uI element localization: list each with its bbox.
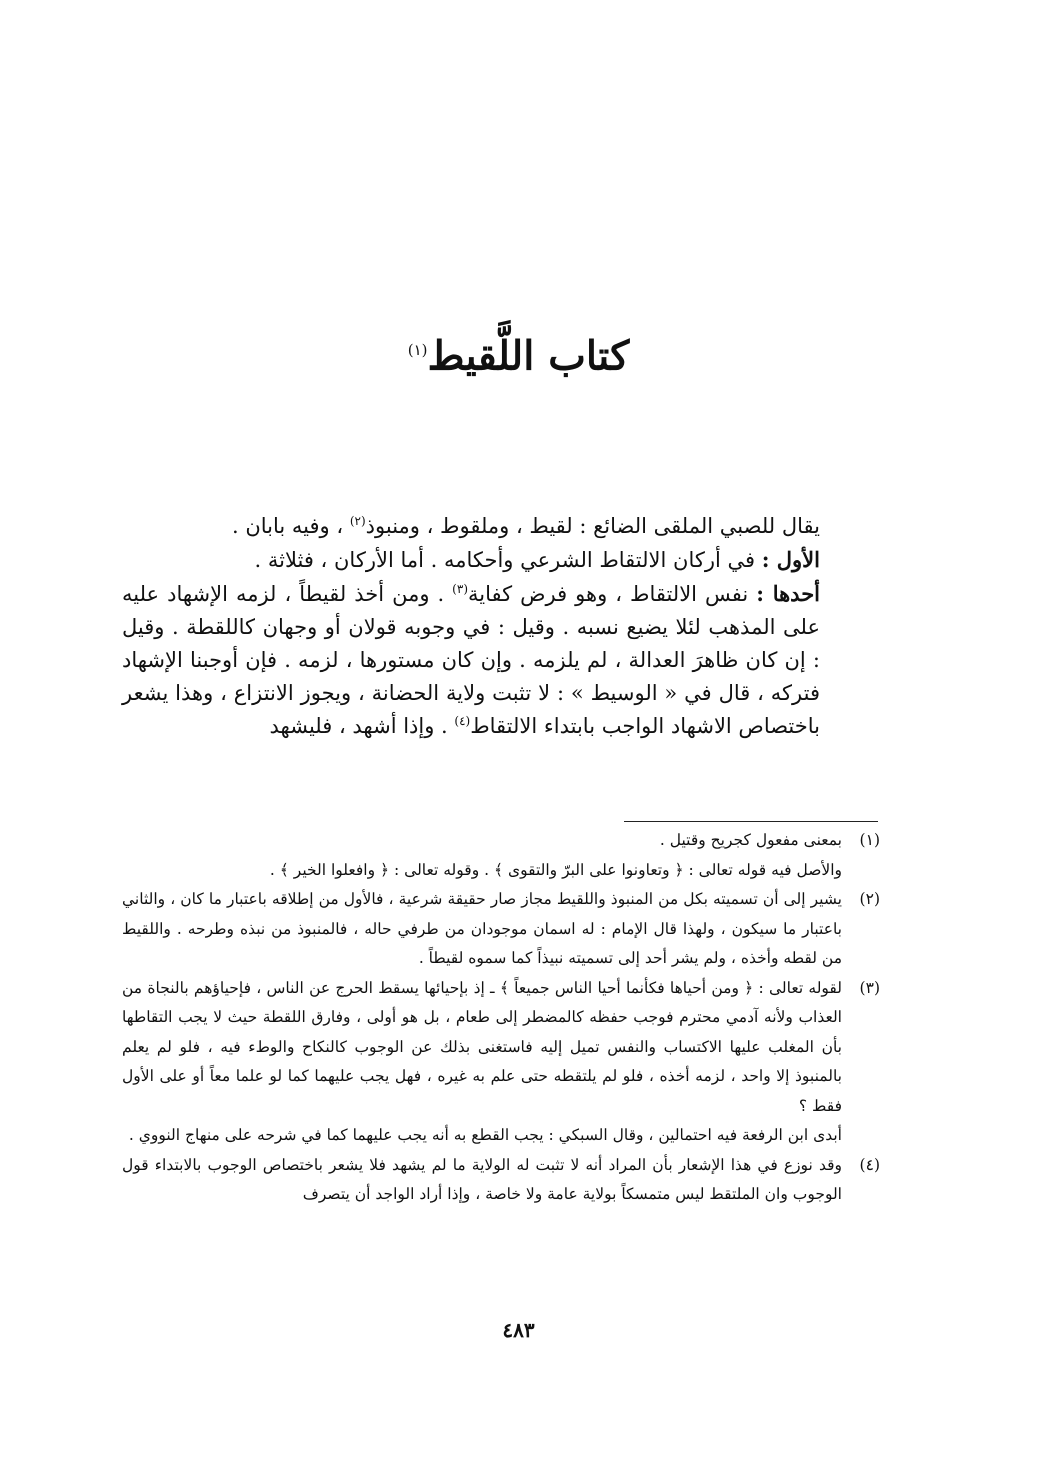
paragraph-first-chapter: [122, 543, 880, 577]
chapter-title: [0, 322, 1037, 384]
footnote-ref-3: (٣): [452, 582, 468, 596]
footnote: [122, 885, 880, 974]
footnote-paragraph: يشير إلى أن تسميته بكل من المنبوذ واللقيط مجاز صار حقيقة شرعية ، فالأول من إطلاقه باعتبار ما كان ، والثاني باعتبار ما سيكون ، ولهذا قال الإمام : له اسمان موجودان من طرفي حاله ، فالمنبوذ من نبذه وطرحه . واللقيط من لقطه وأخذه ، ولم يشر أحد إلى تسميته نبيذاً كما سموه لقيطاً .: [122, 890, 842, 967]
footnote-body: [122, 1151, 842, 1210]
paragraph-intro: [122, 510, 880, 543]
footnote-body: [122, 974, 842, 1151]
footnote-separator: [624, 821, 878, 822]
footnote: [122, 974, 880, 1151]
footnote-paragraph: لقوله تعالى : ﴿ ومن أحياها فكأنما أحيا الناس جميعاً ﴾ ـ إذ بإحيائها يسقط الحرج عن الناس ، فإحياؤهم بالنجاة من العذاب ولأنه آدمي محترم فوجب حفظه كالمضطر إلى طعام ، بل هو أولى ، وفارق اللقطة حيث لا يجب التقاطها بأن المغلب عليها الاكتساب والنفس تميل إليه فاستغنى بذلك عن الوجوب كالنكاح والوطء فيه ، فلو لم يعلم بالمنبوذ إلا واحد ، لزمه أخذه ، فلو لم يلتقطه حتى علم به غيره ، فهل يجب عليهما كما لو علما معاً أو على الأول فقط ؟: [122, 978, 842, 1115]
first-pillar-text-3: . وإذا أشهد ، فليشهد: [269, 714, 455, 738]
first-pillar-text-2: . ومن أخذ لقيطاً ، لزمه الإشهاد عليه على المذهب لئلا يضيع نسبه . وقيل : في وجوبه قولان أو وجهان كاللقطة . وقيل : إن كان ظاهرَ العدالة ، لم يلزمه . وإن كان مستورها ، لزمه . فإن أوجبنا الإشهاد فتركه ، قال في « الوسيط » : لا تثبت ولاية الحضانة ، ويجوز الانتزاع ، وهذا يشعر باختصاص الاشهاد الواجب بابتداء الالتقاط: [122, 582, 820, 738]
footnote-paragraph: أبدى ابن الرفعة فيه احتمالين ، وقال السبكي : يجب القطع به أنه يجب عليهما كما في شرحه على منهاج النووي .: [128, 1126, 842, 1144]
main-text: [122, 510, 880, 743]
footnotes: [122, 826, 880, 1210]
footnote-ref-4: (٤): [454, 714, 471, 728]
footnote-ref-2: (٢): [349, 514, 366, 528]
first-pillar-lead: أحدها :: [756, 581, 821, 606]
footnote-number: (٣): [859, 978, 880, 997]
footnote-body: [122, 826, 842, 885]
chapter-title-text: كتاب اللَّقيط: [427, 332, 630, 380]
footnote: [122, 1151, 880, 1210]
page-number: ٤٨٣: [502, 1318, 535, 1342]
footnote-paragraph: بمعنى مفعول كجريح وقتيل .: [659, 831, 842, 849]
footnote-paragraph: والأصل فيه قوله تعالى : ﴿ وتعاونوا على البرّ والتقوى ﴾ . وقوله تعالى : ﴿ وافعلوا الخير ﴾ .: [269, 860, 842, 879]
paragraph-intro-tail: ، وفيه بابان .: [231, 514, 350, 538]
footnote: [122, 826, 880, 885]
first-chapter-lead: الأول :: [761, 547, 820, 572]
footnote-number: (٤): [859, 1155, 880, 1174]
paragraph-intro-text: يقال للصبي الملقى الضائع : لقيط ، وملقوط ، ومنبوذ: [365, 514, 820, 538]
footnote-number: (٢): [859, 890, 880, 908]
paragraph-first-pillar: [122, 577, 880, 743]
footnote-body: [122, 885, 842, 974]
footnote-number: (١): [859, 831, 880, 849]
footnote-paragraph: وقد نوزع في هذا الإشعار بأن المراد أنه لا تثبت له الولاية ما لم يشهد فلا يشعر باختصاص الوجوب بالابتداء قول الوجوب وان الملتقط ليس متمسكاً بولاية عامة ولا خاصة ، وإذا أراد الواجد أن يتصرف: [122, 1155, 842, 1203]
first-chapter-text: في أركان الالتقاط الشرعي وأحكامه . أما الأركان ، فثلاثة .: [254, 548, 762, 572]
first-pillar-text-1: نفس الالتقاط ، وهو فرض كفاية: [468, 582, 757, 606]
chapter-title-note-ref: (١): [407, 341, 428, 359]
